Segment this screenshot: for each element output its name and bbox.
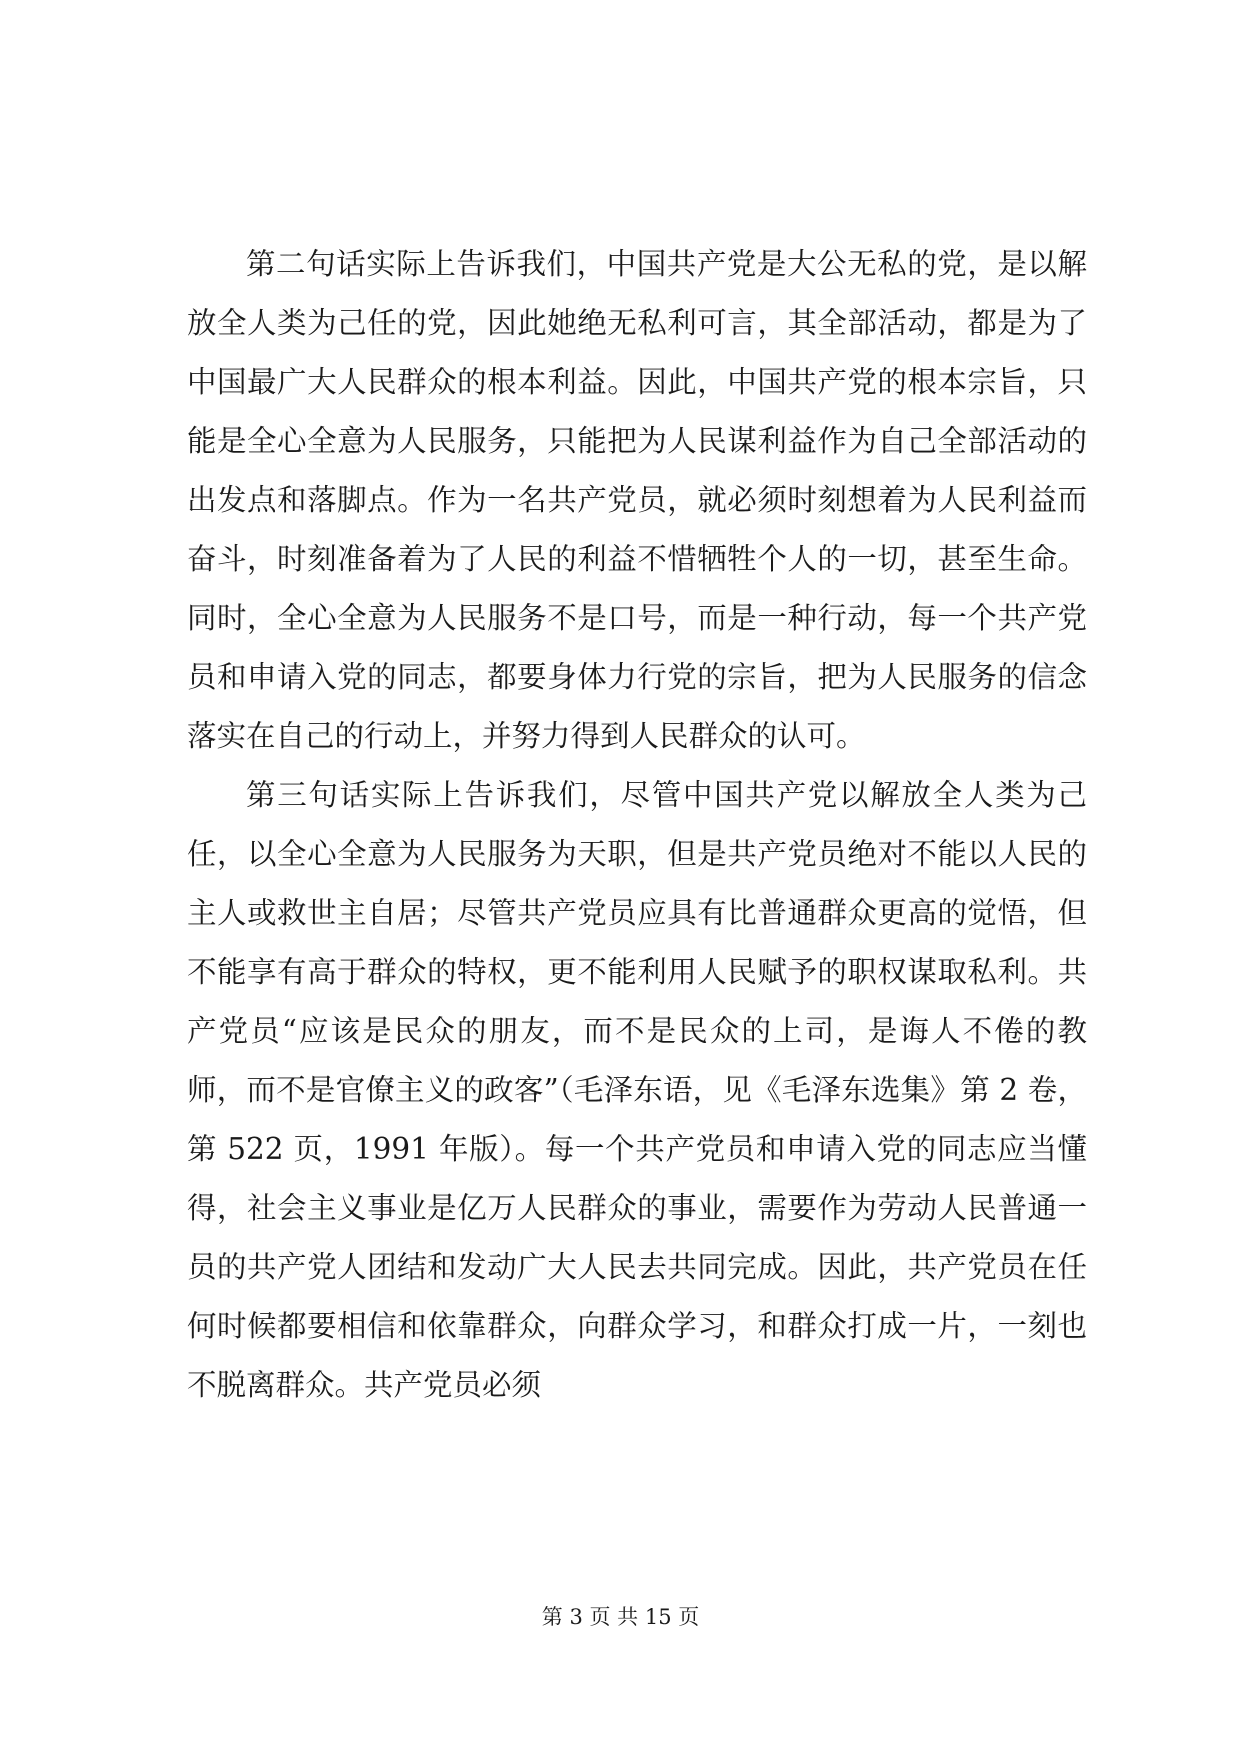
paragraph-third-sentence: 第三句话实际上告诉我们，尽管中国共产党以解放全人类为己任，以全心全意为人民服务为天职，但是共产党员绝对不能以人民的主人或救世主自居；尽管共产党员应具有比普通群众更高的觉悟，但不能享有高于群众的特权，更不能利用人民赋予的职权谋取私利。共产党员“应该是民众的朋友，而不是民众的上司，是诲人不倦的教师，而不是官僚主义的政客”（毛泽东语，见《毛泽东选集》第 2 卷，第 522 页，1991 年版）。每一个共产党员和申请入党的同志应当懂得，社会主义事业是亿万人民群众的事业，需要作为劳动人民普通一员的共产党人团结和发动广大人民去共同完成。因此，共产党员在任何时候都要相信和依靠群众，向群众学习，和群众打成一片，一刻也不脱离群众。共产党员必须 [187, 778, 1087, 1402]
document-body [187, 235, 1087, 1415]
paragraph-second-sentence: 第二句话实际上告诉我们，中国共产党是大公无私的党，是以解放全人类为己任的党，因此她绝无私利可言，其全部活动，都是为了中国最广大人民群众的根本利益。因此，中国共产党的根本宗旨，只能是全心全意为人民服务，只能把为人民谋利益作为自己全部活动的出发点和落脚点。作为一名共产党员，就必须时刻想着为人民利益而奋斗，时刻准备着为了人民的利益不惜牺牲个人的一切，甚至生命。同时，全心全意为人民服务不是口号，而是一种行动，每一个共产党员和申请入党的同志，都要身体力行党的宗旨，把为人民服务的信念落实在自己的行动上，并努力得到人民群众的认可。 [187, 247, 1087, 753]
page-footer: 第 3 页 共 15 页 [541, 1605, 700, 1629]
